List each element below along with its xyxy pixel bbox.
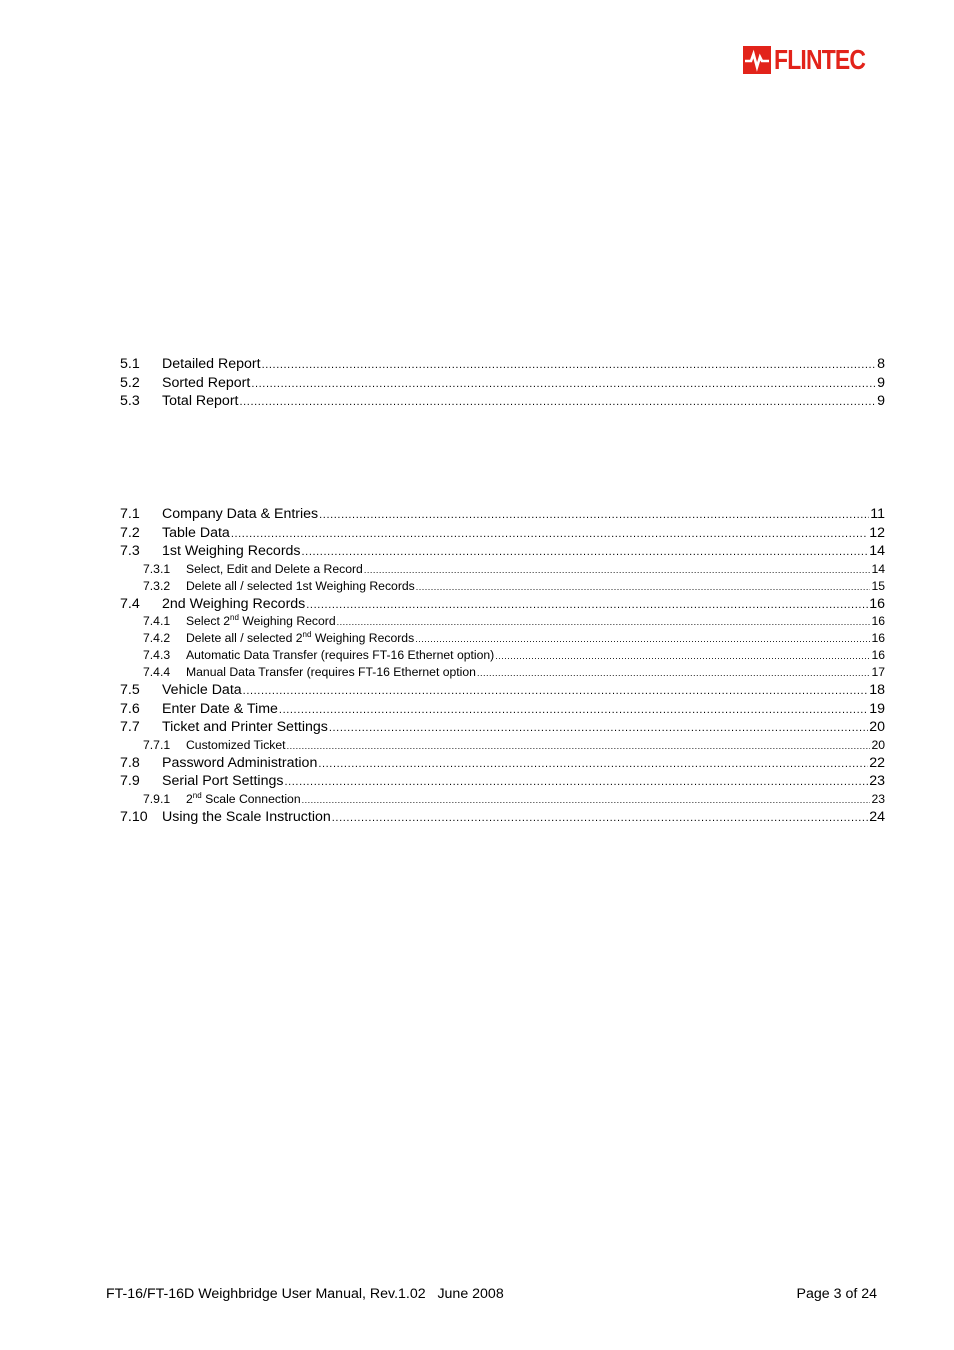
toc-section-7	[120, 505, 885, 826]
toc-dot-leader	[262, 356, 877, 375]
toc-dot-leader	[240, 393, 877, 412]
toc-entry-title-superscript: nd	[302, 629, 312, 639]
toc-entry-page: 24	[869, 808, 885, 825]
toc-dot-leader	[318, 755, 868, 774]
toc-entry[interactable]	[120, 374, 885, 393]
toc-entry[interactable]	[120, 578, 885, 595]
toc-entry-title: Enter Date & Time	[162, 700, 278, 717]
toc-entry-number: 7.3	[120, 543, 140, 559]
toc-section-5	[120, 355, 885, 411]
toc-entry-title: Using the Scale Instruction	[162, 808, 331, 825]
toc-entry-number: 7.3.2	[143, 578, 171, 593]
toc-dot-leader	[243, 682, 869, 701]
toc-entry-title: Manual Data Transfer (requires FT-16 Ethernet option	[186, 665, 476, 679]
toc-entry-number: 5.1	[120, 356, 140, 372]
toc-dot-leader	[302, 792, 871, 809]
toc-entry-page: 20	[871, 737, 885, 752]
toc-entry-number: 7.5	[120, 682, 140, 698]
toc-entry[interactable]	[120, 791, 885, 808]
toc-dot-leader	[319, 506, 869, 525]
toc-entry-number: 7.9.1	[143, 791, 171, 806]
toc-entry[interactable]	[120, 718, 885, 737]
toc-entry[interactable]	[120, 561, 885, 578]
toc-entry-page: 16	[871, 648, 885, 662]
toc-entry-page: 14	[871, 561, 885, 576]
toc-entry-number: 5.3	[120, 393, 140, 409]
toc-entry[interactable]	[120, 737, 885, 754]
toc-entry-title: Ticket and Printer Settings	[162, 719, 328, 735]
toc-dot-leader	[251, 375, 876, 394]
toc-entry-page: 9	[877, 393, 885, 409]
toc-entry-page: 17	[871, 665, 885, 679]
toc-entry-title-part: Delete all / selected 2	[186, 631, 303, 645]
toc-entry-number: 7.2	[120, 524, 140, 541]
toc-entry-page: 9	[877, 374, 885, 391]
toc-dot-leader	[279, 701, 868, 720]
toc-dot-leader	[416, 579, 871, 596]
toc-entry-page: 23	[869, 773, 885, 789]
toc-entry-title	[186, 613, 336, 630]
toc-entry-title: Customized Ticket	[186, 737, 286, 752]
toc-entry-title: Password Administration	[162, 754, 318, 771]
toc-entry[interactable]	[120, 505, 885, 524]
toc-entry-title: Detailed Report	[162, 356, 261, 372]
toc-entry-title: Sorted Report	[162, 374, 251, 391]
toc-entry-title-part: Weighing Records	[311, 631, 415, 645]
toc-entry[interactable]	[120, 524, 885, 543]
toc-entry-number: 7.4.2	[143, 631, 171, 645]
toc-entry-page: 8	[877, 356, 885, 372]
flintec-wave-icon	[743, 46, 771, 74]
toc-entry-page: 23	[871, 791, 885, 806]
toc-dot-leader	[337, 614, 871, 631]
logo-text: FLINTEC	[774, 44, 866, 75]
toc-entry-number: 7.3.1	[143, 561, 171, 576]
toc-entry[interactable]	[120, 392, 885, 411]
toc-dot-leader	[332, 809, 868, 828]
toc-entry-title: 1st Weighing Records	[162, 543, 301, 559]
toc-entry-number: 7.1	[120, 506, 140, 522]
toc-entry[interactable]	[120, 754, 885, 773]
toc-entry-title-part: 2	[186, 791, 193, 806]
toc-entry-number: 7.10	[120, 808, 148, 825]
toc-entry[interactable]	[120, 542, 885, 561]
toc-entry[interactable]	[120, 681, 885, 700]
toc-entry-number: 5.2	[120, 374, 140, 391]
toc-entry-page: 14	[869, 543, 885, 559]
footer-page-number: Page 3 of 24	[796, 1286, 877, 1302]
toc-entry-title-part: Select 2	[186, 614, 231, 628]
toc-entry-page: 16	[871, 631, 885, 645]
toc-entry-page: 20	[869, 719, 885, 735]
toc-entry-number: 7.7.1	[143, 737, 171, 752]
toc-entry-page: 12	[869, 524, 885, 541]
toc-entry-title-part: Scale Connection	[201, 791, 301, 806]
toc-entry-title: Company Data & Entries	[162, 506, 319, 522]
toc-entry-title: Delete all / selected 1st Weighing Records	[186, 578, 415, 593]
toc-dot-leader	[284, 773, 868, 792]
toc-entry-title: 2nd Weighing Records	[162, 595, 306, 612]
toc-entry-number: 7.7	[120, 719, 140, 735]
toc-entry-title: Total Report	[162, 393, 239, 409]
toc-entry-page: 22	[869, 754, 885, 771]
toc-dot-leader	[329, 719, 868, 738]
toc-entry[interactable]	[120, 355, 885, 374]
toc-entry-number: 7.9	[120, 773, 140, 789]
toc-dot-leader	[495, 648, 870, 665]
toc-entry-page: 15	[871, 578, 885, 593]
toc-entry-page: 16	[869, 595, 885, 612]
toc-entry-page: 18	[869, 682, 885, 698]
toc-entry-title	[186, 791, 301, 808]
toc-entry-number: 7.6	[120, 700, 140, 717]
toc-entry[interactable]	[120, 700, 885, 719]
footer-manual-title: FT-16/FT-16D Weighbridge User Manual, Rev.1.02 June 2008	[106, 1286, 504, 1302]
toc-entry[interactable]	[120, 647, 885, 664]
toc-entry-title: Select, Edit and Delete a Record	[186, 561, 363, 576]
toc-entry-title-part: Weighing Record	[238, 614, 336, 628]
toc-dot-leader	[306, 596, 868, 615]
toc-entry-number: 7.8	[120, 754, 140, 771]
toc-entry[interactable]	[120, 595, 885, 614]
toc-dot-leader	[415, 631, 870, 648]
toc-dot-leader	[302, 543, 869, 562]
toc-entry-title: Table Data	[162, 524, 230, 541]
toc-dot-leader	[287, 738, 871, 755]
toc-entry[interactable]	[120, 664, 885, 681]
toc-entry[interactable]	[120, 808, 885, 827]
toc-entry-number: 7.4.1	[143, 614, 171, 628]
toc-entry-title: Serial Port Settings	[162, 773, 284, 789]
toc-entry-title: Automatic Data Transfer (requires FT-16 Ethernet option)	[186, 648, 495, 662]
toc-entry-title: Vehicle Data	[162, 682, 242, 698]
toc-dot-leader	[364, 562, 871, 579]
toc-entry-page: 16	[871, 614, 885, 628]
toc-dot-leader	[477, 665, 871, 682]
toc-entry-title-superscript: nd	[230, 612, 239, 622]
toc-entry-number: 7.4.3	[143, 648, 171, 662]
toc-entry-title-superscript: nd	[192, 790, 202, 800]
toc-entry-title	[186, 630, 414, 647]
toc-dot-leader	[231, 525, 868, 544]
toc-entry[interactable]	[120, 772, 885, 791]
toc-entry-number: 7.4.4	[143, 665, 171, 679]
toc-entry[interactable]	[120, 613, 885, 630]
flintec-logo	[743, 44, 888, 76]
toc-entry-number: 7.4	[120, 595, 140, 612]
toc-entry-page: 11	[870, 506, 885, 522]
toc-entry-page: 19	[869, 700, 885, 717]
toc-entry[interactable]	[120, 630, 885, 647]
